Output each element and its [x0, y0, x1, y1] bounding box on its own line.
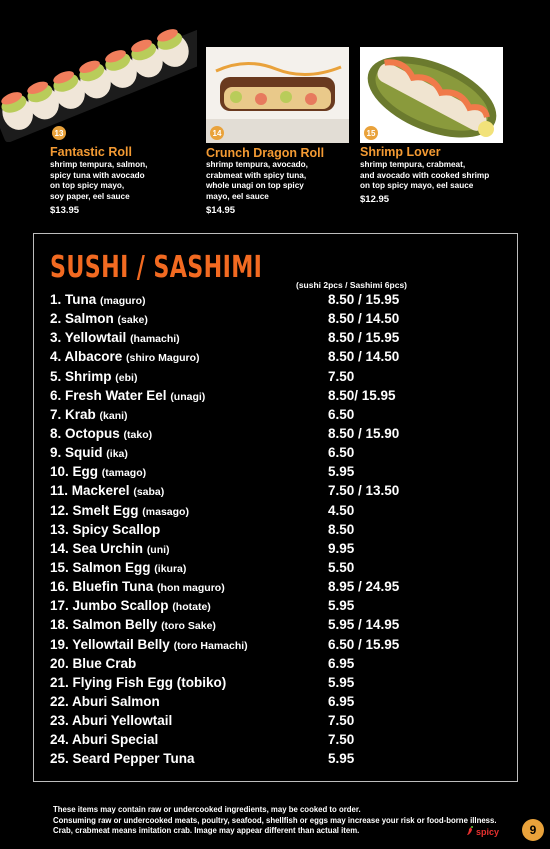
menu-item-price: 7.50 — [328, 368, 355, 384]
menu-item-price: 8.50 / 15.90 — [328, 425, 400, 441]
menu-item-name: 14. Sea Urchin (uni) — [50, 540, 170, 556]
menu-item-name: 20. Blue Crab — [50, 655, 137, 671]
menu-item-name: 21. Flying Fish Egg (tobiko) — [50, 674, 227, 690]
menu-item-japanese-name: (maguro) — [100, 295, 146, 307]
shrimp-lover-photo — [360, 47, 503, 143]
menu-item-name: 3. Yellowtail (hamachi) — [50, 330, 180, 346]
menu-item-japanese-name: (ika) — [106, 448, 128, 461]
menu-item-japanese-name: (ebi) — [115, 371, 138, 384]
menu-item-name: 10. Egg (tamago) — [50, 464, 147, 480]
menu-item — [50, 751, 510, 770]
menu-item-name: 19. Yellowtail Belly (toro Hamachi) — [50, 636, 248, 652]
menu-item — [50, 675, 510, 694]
item-number-badge: 15 — [364, 126, 378, 140]
menu-item-japanese-name: (uni) — [146, 543, 170, 556]
menu-item-price: 7.50 / 13.50 — [328, 483, 400, 499]
menu-item-name: 5. Shrimp (ebi) — [50, 368, 138, 384]
menu-item-price: 6.95 — [328, 655, 355, 671]
menu-item — [50, 560, 510, 579]
menu-item-name: 13. Spicy Scallop — [50, 521, 161, 537]
menu-item-name: 6. Fresh Water Eel (unagi) — [50, 387, 206, 403]
menu-item — [50, 483, 510, 502]
menu-item-name: 11. Mackerel (saba) — [50, 483, 165, 499]
menu-item — [50, 732, 510, 751]
spicy-legend — [466, 826, 499, 838]
menu-item-price: 4.50 — [328, 502, 355, 518]
menu-item-price: 8.50 / 15.95 — [328, 292, 400, 307]
menu-item-price: 7.50 — [328, 713, 355, 729]
menu-item — [50, 292, 510, 311]
menu-item-price: 9.95 — [328, 540, 355, 556]
menu-item-name: 18. Salmon Belly (toro Sake) — [50, 617, 216, 633]
menu-item-price: 8.50 / 14.50 — [328, 311, 400, 327]
menu-item-list — [50, 292, 510, 771]
roll-name: Fantastic Roll — [50, 145, 132, 159]
menu-item-price: 5.95 — [328, 598, 355, 614]
item-number-badge: 13 — [52, 126, 66, 140]
menu-item-japanese-name: (ikura) — [154, 562, 187, 575]
menu-item-price: 8.50/ 15.95 — [328, 387, 396, 403]
menu-item-price: 8.50 / 15.95 — [328, 330, 400, 346]
menu-item-name: 4. Albacore (shiro Maguro) — [50, 349, 200, 365]
fantastic-roll-photo — [0, 12, 197, 142]
menu-item-price: 5.95 — [328, 674, 355, 690]
menu-item-price: 5.95 — [328, 751, 355, 767]
page-number: 9 — [522, 819, 544, 841]
menu-item — [50, 426, 510, 445]
roll-description: shrimp tempura, salmon, spicy tuna with avocado on top spicy mayo, soy paper, eel sauce — [50, 160, 148, 201]
spicy-label: spicy — [476, 827, 500, 837]
menu-item — [50, 388, 510, 407]
menu-item-japanese-name: (tamago) — [101, 467, 147, 480]
menu-item — [50, 598, 510, 617]
menu-item — [50, 656, 510, 675]
menu-item — [50, 311, 510, 330]
roll-price: $13.95 — [50, 205, 80, 216]
disclaimer: These items may contain raw or undercooked ingredients, may be cooked to order. Consuming raw or undercooked meats, poultry, seafood, shellfish or eggs may increase your risk or food-borne illness. Crab, crabmeat means imitation crab. Image may appear different than actual item. — [53, 805, 497, 836]
menu-item-japanese-name: (unagi) — [170, 390, 206, 403]
menu-item — [50, 579, 510, 598]
menu-item-japanese-name: (saba) — [133, 486, 165, 499]
menu-item-japanese-name: (shiro Maguro) — [126, 352, 200, 365]
menu-item — [50, 407, 510, 426]
menu-item-japanese-name: (tako) — [123, 428, 153, 441]
menu-item-japanese-name: (toro Hamachi) — [173, 639, 248, 652]
menu-item-name: 25. Seard Pepper Tuna — [50, 751, 195, 767]
menu-item-price: 8.95 / 24.95 — [328, 579, 400, 595]
menu-item-price: 7.50 — [328, 732, 355, 748]
roll-description: shrimp tempura, avocado, crabmeat with spicy tuna, whole unagi on top spicy mayo, eel sauce — [206, 160, 308, 201]
menu-item — [50, 445, 510, 464]
roll-price: $12.95 — [360, 194, 390, 205]
sushi-sashimi-section — [33, 233, 518, 782]
menu-item-japanese-name: (hotate) — [172, 601, 211, 614]
menu-item — [50, 349, 510, 368]
menu-item-japanese-name: (sake) — [117, 314, 148, 327]
menu-item-price: 5.50 — [328, 559, 355, 575]
column-note: (sushi 2pcs / Sashimi 6pcs) — [296, 280, 408, 290]
menu-item-japanese-name: (masago) — [142, 505, 189, 518]
menu-item — [50, 541, 510, 560]
menu-item — [50, 330, 510, 349]
item-number-badge: 14 — [210, 126, 224, 140]
menu-item-price: 5.95 / 14.95 — [328, 617, 400, 633]
menu-item — [50, 694, 510, 713]
roll-name: Shrimp Lover — [360, 145, 441, 159]
menu-item-name: 9. Squid (ika) — [50, 445, 128, 461]
menu-item — [50, 503, 510, 522]
menu-item — [50, 637, 510, 656]
roll-price: $14.95 — [206, 205, 236, 216]
menu-item — [50, 713, 510, 732]
menu-item-name: 1. Tuna (maguro) — [50, 292, 146, 307]
menu-item-japanese-name: (kani) — [99, 409, 128, 422]
roll-description: shrimp tempura, crabmeat, and avocado with cooked shrimp on top spicy mayo, eel sauce — [360, 160, 490, 190]
menu-item — [50, 617, 510, 636]
menu-item-name: 15. Salmon Egg (ikura) — [50, 559, 187, 575]
menu-item-japanese-name: (hamachi) — [130, 333, 180, 346]
menu-item-name: 16. Bluefin Tuna (hon maguro) — [50, 579, 225, 595]
roll-name: Crunch Dragon Roll — [206, 146, 325, 160]
menu-item-name: 7. Krab (kani) — [50, 406, 128, 422]
crunch-dragon-roll-photo — [206, 47, 349, 143]
menu-item-price: 6.50 / 15.95 — [328, 636, 400, 652]
menu-item-name: 2. Salmon (sake) — [50, 311, 148, 327]
menu-item-name: 8. Octopus (tako) — [50, 425, 153, 441]
menu-item — [50, 464, 510, 483]
menu-item-price: 8.50 / 14.50 — [328, 349, 400, 365]
menu-item-price: 8.50 — [328, 521, 355, 537]
section-title: SUSHI / SASHIMI — [50, 250, 263, 285]
menu-item-japanese-name: (hon maguro) — [157, 582, 225, 595]
menu-item-japanese-name: (toro Sake) — [161, 620, 216, 633]
menu-item-price: 5.95 — [328, 464, 355, 480]
menu-item-name: 17. Jumbo Scallop (hotate) — [50, 598, 211, 614]
menu-item — [50, 369, 510, 388]
menu-item-name: 23. Aburi Yellowtail — [50, 713, 173, 729]
menu-item-price: 6.50 — [328, 406, 355, 422]
menu-item-price: 6.95 — [328, 693, 355, 709]
menu-item-name: 12. Smelt Egg (masago) — [50, 502, 189, 518]
menu-item — [50, 522, 510, 541]
chili-pepper-icon — [466, 826, 474, 838]
menu-item-name: 24. Aburi Special — [50, 732, 159, 748]
menu-item-name: 22. Aburi Salmon — [50, 693, 160, 709]
menu-item-price: 6.50 — [328, 445, 355, 461]
